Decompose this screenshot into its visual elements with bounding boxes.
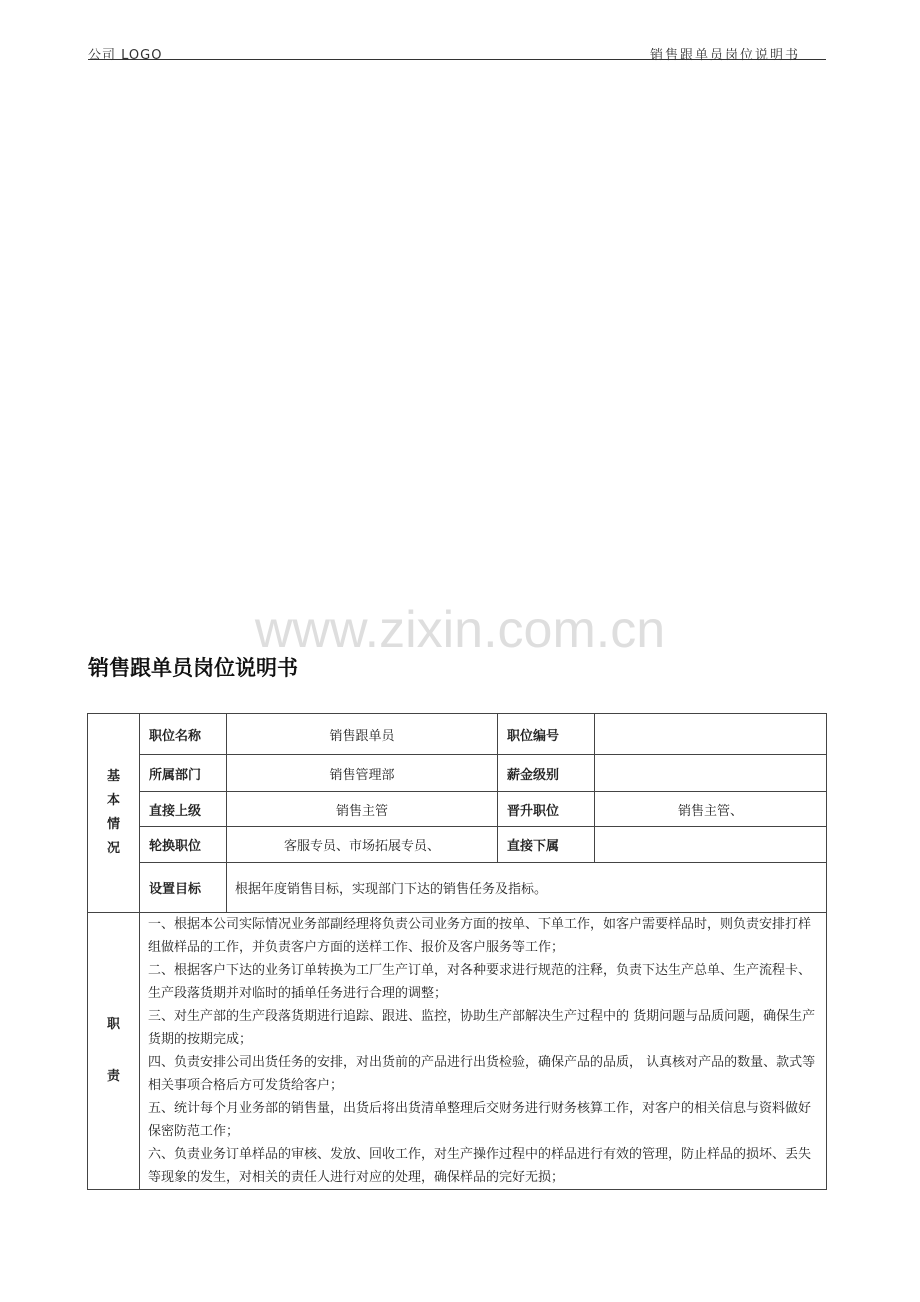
basic-info-section-label: 基 本 情 况 [88,714,140,913]
salary-grade-label: 薪金级别 [498,755,595,792]
position-name-value: 销售跟单员 [227,714,498,755]
duties-section-label: 职 责 [88,913,140,1190]
position-name-label: 职位名称 [140,714,227,755]
duties-list [140,913,827,1190]
duty-item: 六、负责业务订单样品的审核、发放、回收工作，对生产操作过程中的样品进行有效的管理，防止样品的损坏、丢失等现象的发生，对相关的责任人进行对应的处理，确保样品的完好无损； [148,1147,812,1185]
promotion-position-label: 晋升职位 [498,792,595,827]
rotation-position-value: 客服专员、市场拓展专员、 [227,827,498,863]
duty-item: 三、对生产部的生产段落货期进行追踪、跟进、监控，协助生产部解决生产过程中的 货期问题与品质问题，确保生产货期的按期完成； [148,1009,816,1047]
table-row [88,792,827,827]
salary-grade-value [595,755,827,792]
rotation-position-label: 轮换职位 [140,827,227,863]
direct-supervisor-value: 销售主管 [227,792,498,827]
table-row [88,827,827,863]
table-row [88,714,827,755]
position-code-label: 职位编号 [498,714,595,755]
table-row [88,755,827,792]
duty-item: 四、负责安排公司出货任务的安排，对出货前的产品进行出货检验，确保产品的品质， 认真核对产品的数量、款式等相关事项合格后方可发货给客户； [148,1055,816,1093]
page-header [88,44,826,63]
duty-item: 五、统计每个月业务部的销售量，出货后将出货清单整理后交财务进行财务核算工作，对客户的相关信息与资料做好保密防范工作； [148,1101,812,1139]
duty-item: 一、根据本公司实际情况业务部副经理将负责公司业务方面的按单、下单工作，如客户需要样品时，则负责安排打样组做样品的工作，并负责客户方面的送样工作、报价及客户服务等工作； [148,917,812,955]
goal-value: 根据年度销售目标，实现部门下达的销售任务及指标。 [227,863,827,913]
header-company-logo-text: 公司 LOGO [88,48,163,63]
department-label: 所属部门 [140,755,227,792]
document-title: 销售跟单员岗位说明书 [88,656,298,680]
table-row [88,863,827,913]
header-document-name: 销售跟单员岗位说明书 [649,48,800,63]
direct-subordinate-value [595,827,827,863]
promotion-position-value: 销售主管、 [595,792,827,827]
direct-subordinate-label: 直接下属 [498,827,595,863]
watermark: www.zixin.com.cn [254,601,666,659]
position-code-value [595,714,827,755]
table-row [88,913,827,1190]
goal-label: 设置目标 [140,863,227,913]
duty-item: 二、根据客户下达的业务订单转换为工厂生产订单，对各种要求进行规范的注释，负责下达生产总单、生产流程卡、生产段落货期并对临时的插单任务进行合理的调整； [148,963,812,1001]
job-description-table [87,713,827,1190]
direct-supervisor-label: 直接上级 [140,792,227,827]
department-value: 销售管理部 [227,755,498,792]
